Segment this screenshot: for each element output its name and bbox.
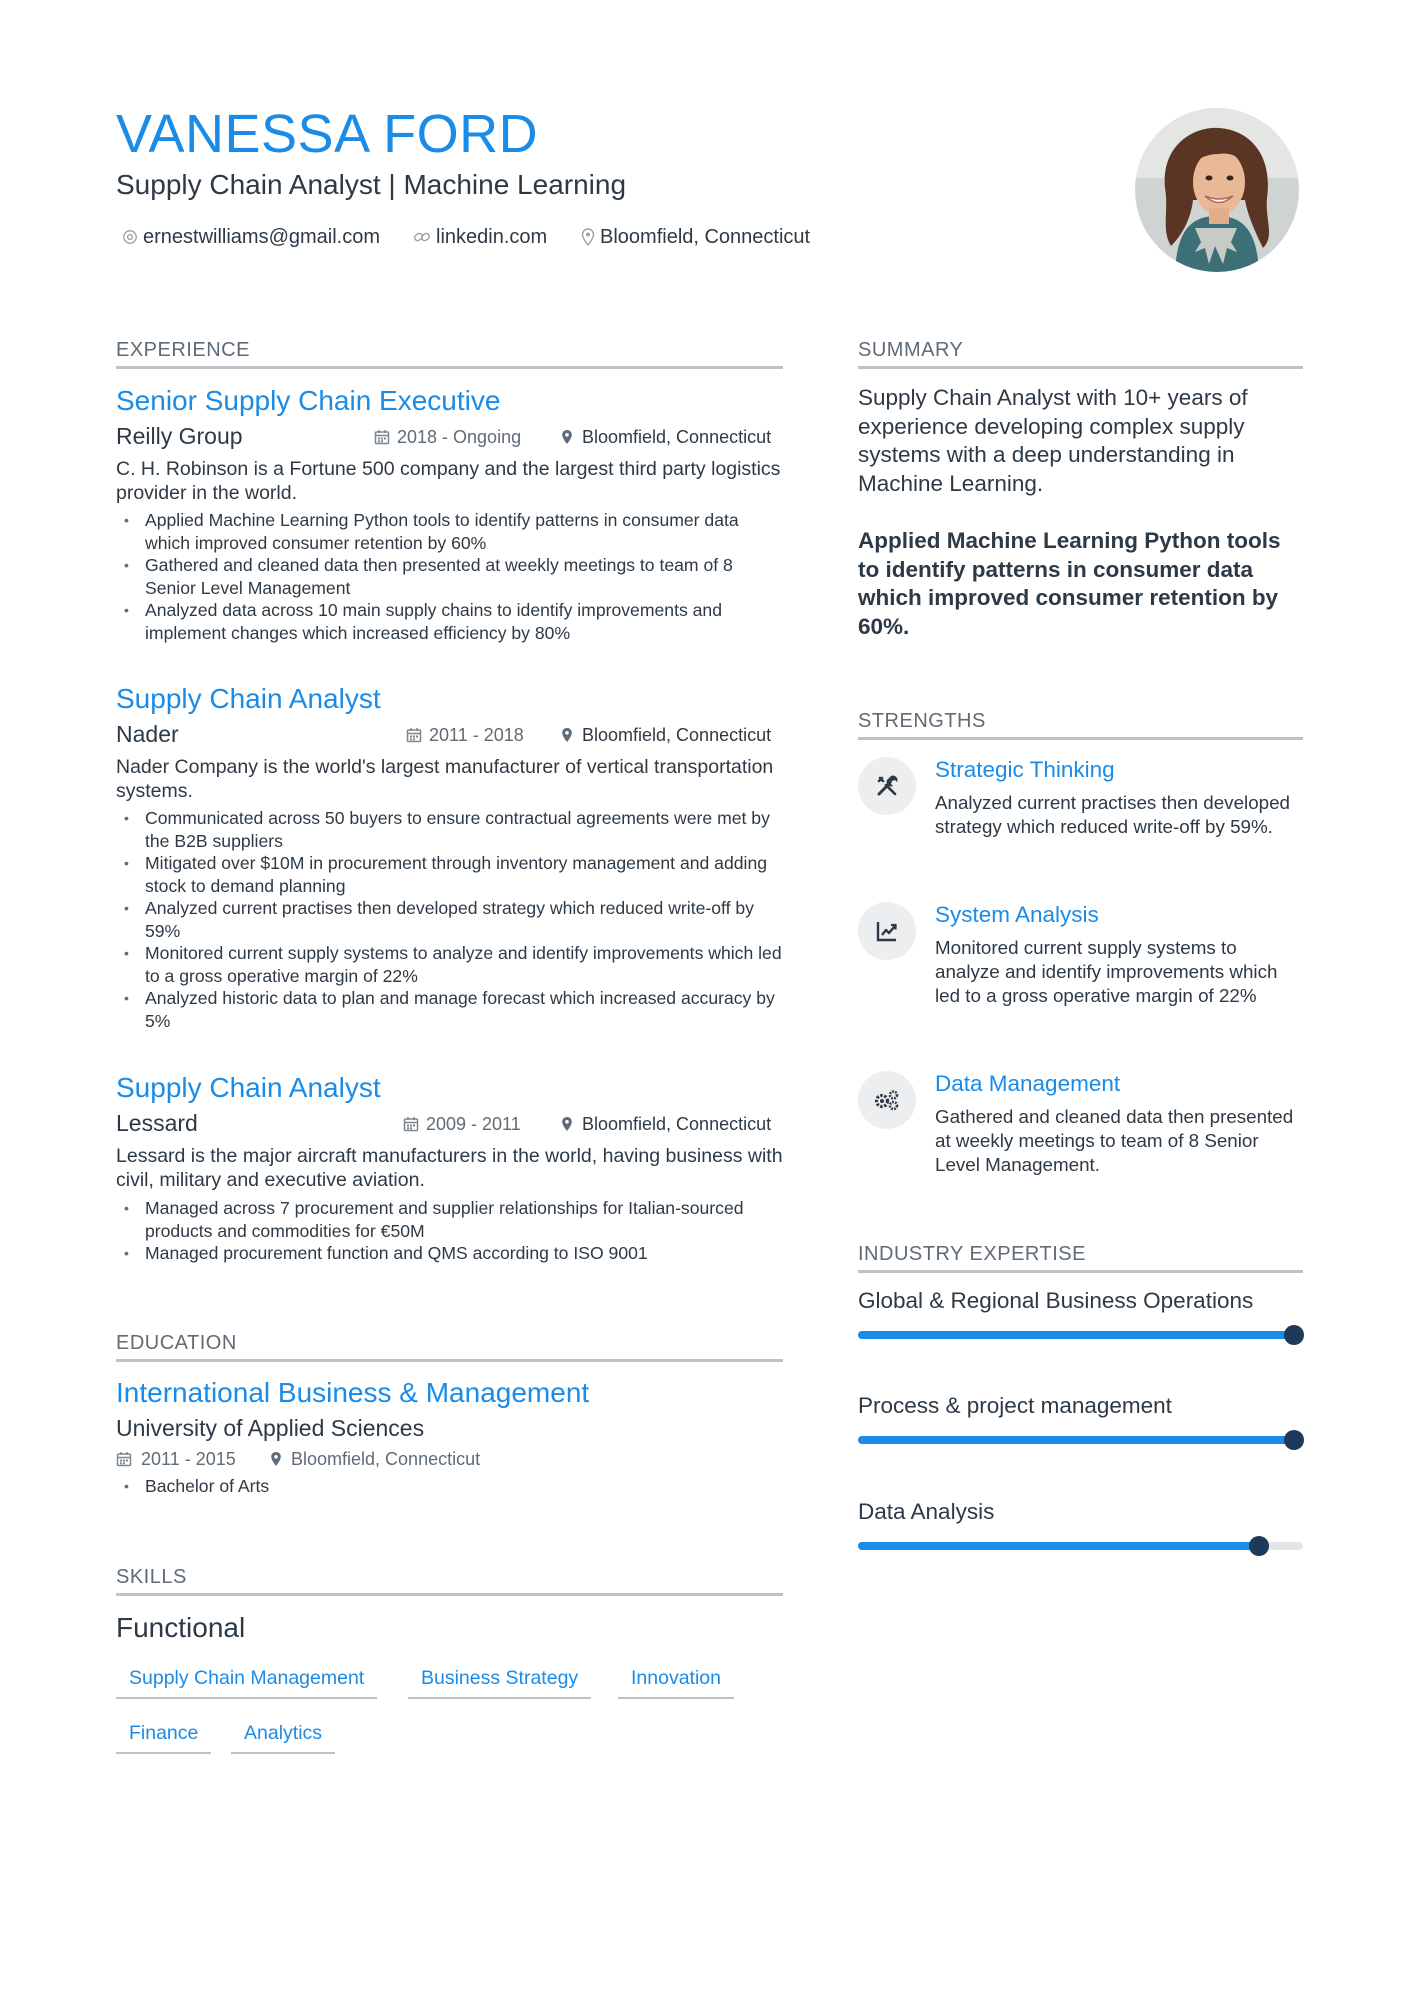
job-company: Nader xyxy=(116,721,179,747)
strength-title: Strategic Thinking xyxy=(935,757,1115,782)
degree-title: International Business & Management xyxy=(116,1377,590,1408)
list-item: • Gathered and cleaned data then presented at weekly meetings to team of 8 Senior Level Management xyxy=(116,554,783,599)
expertise-bar-fill xyxy=(858,1331,1303,1339)
list-item: • Monitored current supply systems to analyze and identify improvements which led to a gross operative margin of 22% xyxy=(116,942,783,987)
education-location: Bloomfield, Connecticut xyxy=(270,1447,480,1471)
profile-photo xyxy=(1135,108,1299,272)
list-item: • Analyzed historic data to plan and manage forecast which increased accuracy by 5% xyxy=(116,987,783,1032)
school-name: University of Applied Sciences xyxy=(116,1415,425,1441)
skill-tag: Innovation xyxy=(618,1665,734,1699)
job-title: Supply Chain Analyst xyxy=(116,683,381,714)
expertise-bar xyxy=(858,1331,1303,1339)
expertise-bar-knob xyxy=(1284,1430,1304,1450)
tools-icon xyxy=(875,774,899,798)
job-title: Senior Supply Chain Executive xyxy=(116,385,501,416)
skills-group-title: Functional xyxy=(116,1612,246,1643)
job-company: Reilly Group xyxy=(116,423,243,449)
strength-icon-wrap xyxy=(858,902,916,960)
expertise-heading: INDUSTRY EXPERTISE xyxy=(858,1241,1303,1273)
contact-email[interactable] xyxy=(122,224,380,250)
at-icon xyxy=(122,229,138,245)
linkedin-text: linkedin.com xyxy=(436,226,548,248)
location-pin-icon xyxy=(561,429,573,445)
summary-heading: SUMMARY xyxy=(858,337,1303,369)
job-description: Nader Company is the world's largest manufacturer of vertical transportation systems. xyxy=(116,756,774,802)
job-description: C. H. Robinson is a Fortune 500 company and the largest third party logistics provider in the world. xyxy=(116,458,781,504)
calendar-icon xyxy=(406,727,422,743)
strength-description: Gathered and cleaned data then presented at weekly meetings to team of 8 Senior Level Management. xyxy=(935,1106,1294,1175)
calendar-icon xyxy=(116,1451,132,1467)
job-dates: 2018 - Ongoing xyxy=(374,425,521,449)
list-item: • Bachelor of Arts xyxy=(116,1475,783,1498)
contact-location xyxy=(581,224,810,250)
job-location: Bloomfield, Connecticut xyxy=(561,425,771,449)
list-item: • Managed across 7 procurement and supplier relationships for Italian-sourced products and commodities for €50M xyxy=(116,1197,783,1242)
calendar-icon xyxy=(374,429,390,445)
list-item: • Analyzed data across 10 main supply chains to identify improvements and implement changes which increased efficiency by 80% xyxy=(116,599,783,644)
expertise-bar xyxy=(858,1436,1303,1444)
location-pin-icon xyxy=(561,727,573,743)
strength-description: Analyzed current practises then developed strategy which reduced write-off by 59%. xyxy=(935,792,1290,837)
job-location: Bloomfield, Connecticut xyxy=(561,723,771,747)
location-pin-icon xyxy=(561,1116,573,1132)
job-bullets xyxy=(116,509,783,644)
education-dates: 2011 - 2015 xyxy=(116,1447,236,1471)
strength-icon-wrap xyxy=(858,757,916,815)
skill-tag: Analytics xyxy=(231,1720,335,1754)
job-company: Lessard xyxy=(116,1110,198,1136)
job-bullets xyxy=(116,1197,783,1265)
skill-tag: Supply Chain Management xyxy=(116,1665,377,1699)
candidate-role: Supply Chain Analyst | Machine Learning xyxy=(116,169,627,200)
job-description: Lessard is the major aircraft manufacturers in the world, having business with civil, military and executive aviation. xyxy=(116,1145,783,1191)
list-item: • Mitigated over $10M in procurement through inventory management and adding stock to demand planning xyxy=(116,852,783,897)
strength-description: Monitored current supply systems to analyze and identify improvements which led to a gross operative margin of 22% xyxy=(935,937,1278,1006)
skill-tag: Finance xyxy=(116,1720,211,1754)
chart-line-icon xyxy=(875,919,899,943)
strengths-heading: STRENGTHS xyxy=(858,708,1303,740)
expertise-bar-knob xyxy=(1284,1325,1304,1345)
candidate-name: VANESSA FORD xyxy=(116,104,539,164)
strength-title: System Analysis xyxy=(935,902,1099,927)
location-pin-icon xyxy=(270,1451,282,1467)
list-item: • Applied Machine Learning Python tools to identify patterns in consumer data which improved consumer retention by 60% xyxy=(116,509,783,554)
location-pin-icon xyxy=(581,228,595,246)
calendar-icon xyxy=(403,1116,419,1132)
summary-text: Supply Chain Analyst with 10+ years of experience developing complex supply systems with a deep understanding in Machine Learning. xyxy=(858,385,1248,496)
experience-heading: EXPERIENCE xyxy=(116,337,783,369)
list-item: • Managed procurement function and QMS according to ISO 9001 xyxy=(116,1242,783,1265)
strength-title: Data Management xyxy=(935,1071,1121,1096)
expertise-bar-fill xyxy=(858,1436,1303,1444)
job-dates: 2009 - 2011 xyxy=(403,1112,521,1136)
location-text: Bloomfield, Connecticut xyxy=(600,226,811,248)
expertise-bar-knob xyxy=(1249,1536,1269,1556)
job-title: Supply Chain Analyst xyxy=(116,1072,381,1103)
strength-icon-wrap xyxy=(858,1071,916,1129)
expertise-bar xyxy=(858,1542,1303,1550)
gears-icon xyxy=(874,1089,900,1111)
email-text: ernestwilliams@gmail.com xyxy=(143,226,381,248)
job-location: Bloomfield, Connecticut xyxy=(561,1112,771,1136)
job-bullets xyxy=(116,807,783,1032)
education-bullets xyxy=(116,1475,783,1498)
job-dates: 2011 - 2018 xyxy=(406,723,524,747)
skill-tag: Business Strategy xyxy=(408,1665,591,1699)
expertise-bar-fill xyxy=(858,1542,1259,1550)
education-heading: EDUCATION xyxy=(116,1330,783,1362)
contact-linkedin[interactable] xyxy=(413,224,547,250)
list-item: • Analyzed current practises then developed strategy which reduced write-off by 59% xyxy=(116,897,783,942)
link-icon xyxy=(413,229,431,245)
expertise-label: Global & Regional Business Operations xyxy=(858,1288,1254,1313)
expertise-label: Data Analysis xyxy=(858,1499,995,1524)
summary-highlight: Applied Machine Learning Python tools to identify patterns in consumer data which improved consumer retention by 60%. xyxy=(858,528,1281,639)
expertise-label: Process & project management xyxy=(858,1393,1172,1418)
skills-heading: SKILLS xyxy=(116,1564,783,1596)
list-item: • Communicated across 50 buyers to ensure contractual agreements were met by the B2B suppliers xyxy=(116,807,783,852)
